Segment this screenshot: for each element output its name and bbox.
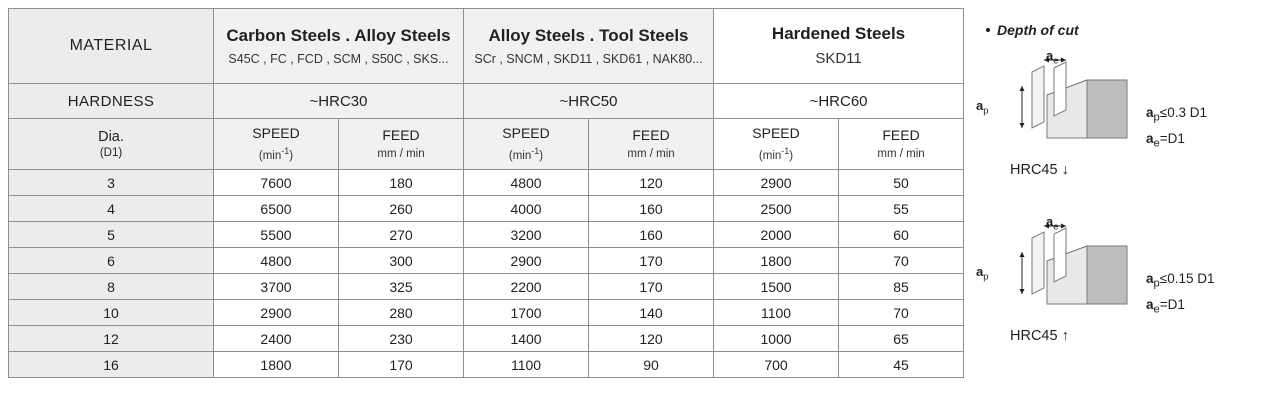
ae-label-1: $a_e$ (1046, 48, 1059, 67)
feed-value-2: 140 (589, 300, 714, 326)
feed-value-1: 180 (339, 170, 464, 196)
feed-value-2: 170 (589, 248, 714, 274)
feed-label-2: FEED (632, 126, 670, 143)
feed-header-3 (839, 119, 964, 170)
depth-of-cut-title (986, 22, 1258, 38)
speed-value-2: 2900 (464, 248, 589, 274)
speed-value-3: 2000 (714, 222, 839, 248)
material-group-3 (714, 9, 964, 84)
ap-label-1: $a_p$ (976, 98, 989, 117)
feed-value-2: 120 (589, 170, 714, 196)
speed-label-3: SPEED (752, 125, 800, 142)
speed-header-2 (464, 119, 589, 170)
dia-value: 12 (9, 326, 214, 352)
feed-value-2: 160 (589, 222, 714, 248)
material-group-2-sub: SCr , SNCM , SKD11 , SKD61 , NAK80... (474, 51, 703, 66)
feed-value-1: 170 (339, 352, 464, 378)
bullet-icon (986, 28, 990, 32)
dia-header (9, 119, 214, 170)
dia-value: 8 (9, 274, 214, 300)
hardness-value-3: ~HRC60 (714, 84, 964, 119)
hardness-value-1: ~HRC30 (214, 84, 464, 119)
depth-of-cut-diagram-2 (992, 216, 1152, 326)
feed-label-3: FEED (882, 126, 920, 143)
speed-value-1: 1800 (214, 352, 339, 378)
dia-value: 6 (9, 248, 214, 274)
speed-value-1: 2400 (214, 326, 339, 352)
speed-header-1 (214, 119, 339, 170)
feed-value-1: 270 (339, 222, 464, 248)
speed-unit-2: $(\min^{-1})$ (508, 145, 544, 162)
depth-of-cut-title-text: Depth of cut (997, 22, 1079, 38)
material-group-1-title: Carbon Steels . Alloy Steels (226, 25, 451, 45)
ae-label-2: $a_e$ (1046, 214, 1059, 233)
speed-value-1: 7600 (214, 170, 339, 196)
speed-unit-3: $(\min^{-1})$ (758, 145, 794, 162)
speed-value-2: 3200 (464, 222, 589, 248)
figure-2-note-ae: $a_e=D1$ (1146, 296, 1185, 316)
material-group-2 (464, 9, 714, 84)
feed-value-3: 65 (839, 326, 964, 352)
speed-value-3: 1100 (714, 300, 839, 326)
feed-unit-1: mm / min (377, 148, 425, 161)
dia-header-sub: (D1) (99, 147, 123, 159)
ap-label-2: $a_p$ (976, 264, 989, 283)
material-group-3-sub: SKD11 (815, 50, 862, 68)
feed-value-1: 230 (339, 326, 464, 352)
figure-2-notes (1146, 268, 1214, 320)
dia-value: 4 (9, 196, 214, 222)
speed-value-3: 2500 (714, 196, 839, 222)
dia-value: 16 (9, 352, 214, 378)
speed-value-3: 1500 (714, 274, 839, 300)
feed-value-2: 90 (589, 352, 714, 378)
speed-label-2: SPEED (502, 125, 550, 142)
table-row (9, 248, 964, 274)
figure-1-caption: HRC45 ↓ (1010, 162, 1069, 178)
table-row (9, 326, 964, 352)
feed-value-2: 170 (589, 274, 714, 300)
speed-value-1: 5500 (214, 222, 339, 248)
depth-of-cut-panel (978, 8, 1258, 393)
dia-header-label: Dia. (98, 129, 124, 145)
speed-value-2: 1100 (464, 352, 589, 378)
figure-2-note-ap: $a_p\le 0.15$ D1 (1146, 271, 1215, 290)
material-group-3-title: Hardened Steels (771, 24, 906, 43)
speed-value-1: 2900 (214, 300, 339, 326)
material-group-1 (214, 9, 464, 84)
figure-1-note-ae: $a_e=D1$ (1146, 130, 1185, 150)
feed-unit-3: mm / min (877, 148, 925, 161)
speed-header-3 (714, 119, 839, 170)
feed-value-3: 45 (839, 352, 964, 378)
speed-value-2: 1700 (464, 300, 589, 326)
speed-unit-1: $(\min^{-1})$ (258, 145, 294, 162)
speed-value-2: 1400 (464, 326, 589, 352)
feed-value-3: 70 (839, 248, 964, 274)
feed-header-1 (339, 119, 464, 170)
feed-value-3: 60 (839, 222, 964, 248)
table-row (9, 352, 964, 378)
speed-value-3: 2900 (714, 170, 839, 196)
speed-value-2: 4000 (464, 196, 589, 222)
speed-label-1: SPEED (252, 125, 300, 142)
feed-value-1: 260 (339, 196, 464, 222)
feed-value-3: 70 (839, 300, 964, 326)
feed-value-2: 160 (589, 196, 714, 222)
speed-value-3: 1000 (714, 326, 839, 352)
feed-value-1: 325 (339, 274, 464, 300)
speed-value-2: 4800 (464, 170, 589, 196)
speed-value-2: 2200 (464, 274, 589, 300)
figure-2-caption: HRC45 ↑ (1010, 328, 1069, 344)
feed-value-3: 85 (839, 274, 964, 300)
figure-1-note-ap: $a_p\le 0.3$ D1 (1146, 105, 1207, 124)
speed-value-3: 1800 (714, 248, 839, 274)
table-row (9, 170, 964, 196)
feed-unit-2: mm / min (627, 148, 675, 161)
hardness-value-2: ~HRC50 (464, 84, 714, 119)
speed-value-1: 6500 (214, 196, 339, 222)
feed-value-1: 300 (339, 248, 464, 274)
units-row (9, 119, 964, 170)
feed-header-2 (589, 119, 714, 170)
hardness-row (9, 84, 964, 119)
material-group-2-title: Alloy Steels . Tool Steels (488, 25, 689, 45)
speed-value-1: 3700 (214, 274, 339, 300)
speed-value-3: 700 (714, 352, 839, 378)
figure-hrc45-down (978, 50, 1258, 190)
feed-value-3: 55 (839, 196, 964, 222)
table-row (9, 300, 964, 326)
cutting-conditions-table (8, 8, 963, 378)
hardness-label: HARDNESS (9, 84, 214, 119)
depth-of-cut-diagram-1 (992, 50, 1152, 160)
figure-1-notes (1146, 102, 1207, 154)
material-row (9, 9, 964, 84)
dia-value: 5 (9, 222, 214, 248)
dia-value: 3 (9, 170, 214, 196)
table-row (9, 274, 964, 300)
feed-label-1: FEED (382, 126, 420, 143)
table-row (9, 222, 964, 248)
table-row (9, 196, 964, 222)
material-label: MATERIAL (9, 9, 214, 84)
feed-value-3: 50 (839, 170, 964, 196)
figure-hrc45-up (978, 216, 1258, 356)
speed-value-1: 4800 (214, 248, 339, 274)
dia-value: 10 (9, 300, 214, 326)
material-group-1-sub: S45C , FC , FCD , SCM , S50C , SKS... (228, 51, 449, 66)
feed-value-2: 120 (589, 326, 714, 352)
feed-value-1: 280 (339, 300, 464, 326)
